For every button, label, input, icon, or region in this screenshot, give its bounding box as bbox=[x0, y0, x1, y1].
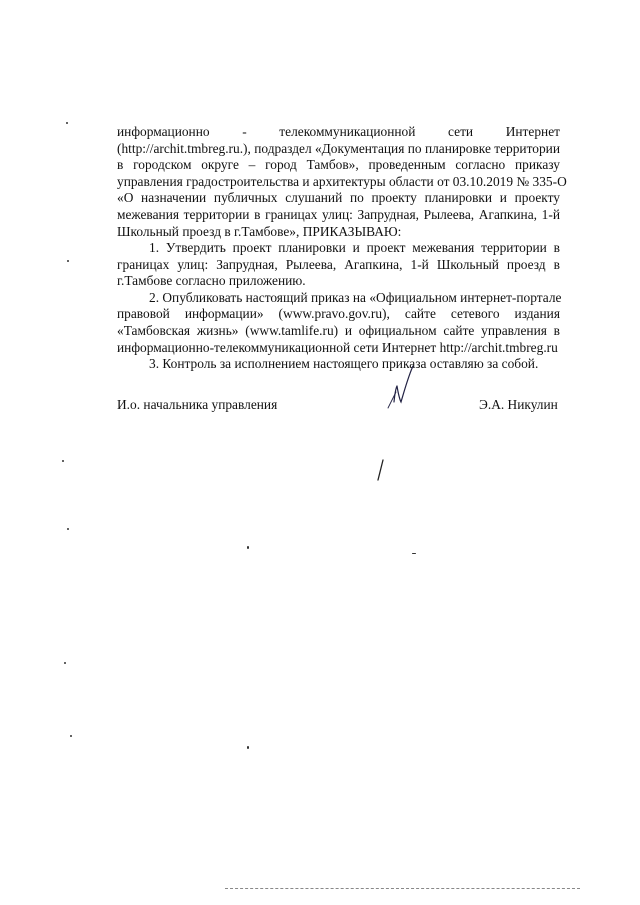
stray-mark bbox=[373, 458, 387, 482]
text-line: информационно - телекоммуникационной сети Интернет bbox=[117, 124, 560, 139]
text-line: межевания территории в границах улиц: Запрудная, Рылеева, Агапкина, 1-й bbox=[117, 206, 560, 222]
orders-list bbox=[117, 240, 560, 373]
text-line: в городском округе – город Тамбов», проведенным согласно приказу bbox=[117, 157, 560, 173]
intro-paragraph bbox=[117, 124, 567, 240]
scan-dot bbox=[247, 746, 249, 749]
scan-dot bbox=[62, 460, 64, 462]
text-line: г.Тамбове согласно приложению. bbox=[117, 273, 306, 289]
text-line: (http://archit.tmbreg.ru.), подраздел «Документация по планировке территории bbox=[117, 140, 560, 156]
order-item-3: 3. Контроль за исполнением настоящего приказа оставляю за собой. bbox=[149, 356, 539, 372]
text-line: Школьный проезд в г.Тамбове», ПРИКАЗЫВАЮ: bbox=[117, 223, 402, 239]
scan-edge-line bbox=[225, 888, 580, 890]
scan-dot bbox=[67, 528, 69, 530]
scan-dot bbox=[67, 260, 69, 262]
order-item-2: 2. Опубликовать настоящий приказ на «Официальном интернет-портале bbox=[149, 289, 562, 305]
text-line: правовой информации» (www.pravo.gov.ru), сайте сетевого издания bbox=[117, 306, 560, 322]
order-item-1: 1. Утвердить проект планировки и проект межевания территории в bbox=[149, 240, 560, 255]
text-line: информационно-телекоммуникационной сети Интернет http://archit.tmbreg.ru bbox=[117, 339, 558, 355]
scan-dot bbox=[247, 546, 249, 549]
scan-dot bbox=[64, 662, 66, 664]
text-line: «О назначении публичных слушаний по проекту планировки и проекту bbox=[117, 190, 560, 206]
signatory-name: Э.А. Никулин bbox=[479, 397, 558, 412]
handwritten-signature bbox=[380, 362, 420, 412]
text-line: «Тамбовская жизнь» (www.tamlife.ru) и официальном сайте управления в bbox=[117, 322, 560, 338]
text-line: управления градостроительства и архитектуры области от 03.10.2019 № 335-О bbox=[117, 173, 567, 189]
scan-dot bbox=[70, 735, 72, 737]
scan-dot bbox=[412, 553, 416, 554]
scan-dot bbox=[66, 122, 68, 124]
text-line: границах улиц: Запрудная, Рылеева, Агапкина, 1-й Школьный проезд в bbox=[117, 256, 560, 272]
signatory-title: И.о. начальника управления bbox=[117, 397, 278, 412]
